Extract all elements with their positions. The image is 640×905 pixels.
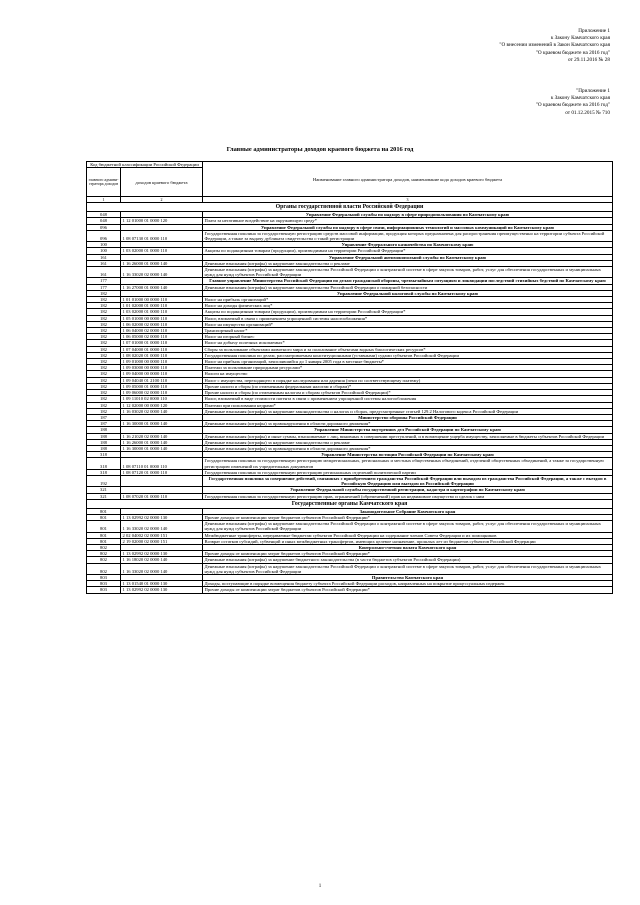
income-code-cell: 1 16 03020 02 0000 140 xyxy=(121,408,203,414)
appendix-line: от 29.11.2016 № 28 xyxy=(568,56,610,63)
income-code-cell: 1 09 06000 02 0000 110 xyxy=(121,390,203,396)
table-row xyxy=(87,267,613,278)
admin-code-cell: 802 xyxy=(87,551,121,557)
name-cell: Плата за негативное воздействие на окружающую среду* xyxy=(203,218,613,224)
income-code-cell: 1 16 33020 02 0000 140 xyxy=(121,563,203,574)
name-cell: Государственная пошлина за государственную регистрацию средств массовой информации, продукция которых предназначена для распространения преимущественно на территории субъекта Российской Федерации, а также за выдачу дубликата свидетельства о такой регистрации xyxy=(203,230,613,241)
admin-code-cell: 321 xyxy=(87,493,121,499)
income-code-cell: 1 16 26000 01 0000 140 xyxy=(121,260,203,266)
header-column-number: 2 xyxy=(121,197,203,203)
name-cell: Прочие налоги и сборы (по отмененным федеральным налогам и сборам)* xyxy=(203,383,613,389)
name-cell: Министерство обороны Российской Федерации xyxy=(203,414,613,420)
name-cell: Государственная пошлина за совершение действий, связанных с приобретением гражданства Российской Федерации или выходом из гражданства Российской Федерации, а также с въездом в Российскую Федерацию или выездом из Российской Федерации xyxy=(203,475,613,486)
header-column-number: 3 xyxy=(203,197,613,203)
name-cell: Налог с имущества, переходящего в порядке наследования или дарения (пени по соответствующему платежу) xyxy=(203,377,613,383)
admin-code-cell: 182 xyxy=(87,371,121,377)
admin-code-cell: 802 xyxy=(87,544,121,550)
name-cell: Акцизы по подакцизным товарам (продукции), производимым на территории Российской Федерации* xyxy=(203,248,613,254)
income-code-cell: 1 06 02000 02 0000 110 xyxy=(121,321,203,327)
income-code-cell: 1 13 01540 01 0000 130 xyxy=(121,581,203,587)
name-cell: Управление Федеральной налоговой службы по Камчатскому краю xyxy=(203,290,613,296)
admin-code-cell: 802 xyxy=(87,563,121,574)
income-code-cell: 1 05 01000 00 0000 110 xyxy=(121,315,203,321)
income-code-cell: 1 09 01000 00 0000 110 xyxy=(121,359,203,365)
name-cell: Денежные взыскания (штрафы) за нарушение законодательства Российской Федерации о пожарной безопасности xyxy=(203,284,613,290)
header-classification-code: Код бюджетной классификации Российской Федерации xyxy=(87,162,203,168)
name-cell: Денежные взыскания (штрафы) за нарушение законодательства Российской Федерации о контрактной системе в сфере закупок товаров, работ, услуг для обеспечения государственных и муниципальных нужд для нужд субъектов Российской Федерации xyxy=(203,521,613,532)
name-cell: Управление Министерства внутренних дел Российской Федерации по Камчатскому краю xyxy=(203,427,613,433)
income-code-cell: 1 13 02992 02 0000 130 xyxy=(121,587,203,593)
admin-code-cell: 802 xyxy=(87,557,121,563)
name-cell: Прочие доходы от компенсации затрат бюджетов субъектов Российской Федерации* xyxy=(203,551,613,557)
name-cell: Межбюджетные трансферты, передаваемые бюджетам субъектов Российской Федерации на содержание членов Совета Федерации и их помощников xyxy=(203,532,613,538)
admin-code-cell: 182 xyxy=(87,321,121,327)
header-name: Наименование главного администратора доходов, наименование кода доходов краевого бюджета xyxy=(203,162,613,197)
name-cell: Денежные взыскания (штрафы) за нарушение законодательства о рекламе xyxy=(203,260,613,266)
appendix-line: к Закону Камчатского края xyxy=(550,35,610,42)
admin-code-cell: 187 xyxy=(87,414,121,420)
appendix-line: Приложение 1 xyxy=(578,28,610,34)
income-code-cell xyxy=(121,475,203,486)
income-code-cell: 1 16 27000 01 0000 140 xyxy=(121,284,203,290)
income-code-cell: 1 01 02000 01 0000 110 xyxy=(121,303,203,309)
admin-code-cell: 048 xyxy=(87,218,121,224)
income-code-cell: 1 16 33020 02 0000 140 xyxy=(121,521,203,532)
name-cell: Прочие доходы от компенсации затрат бюджетов субъектов Российской Федерации* xyxy=(203,587,613,593)
admin-code-cell: 321 xyxy=(87,487,121,493)
income-code-cell: 1 12 01000 01 0000 120 xyxy=(121,218,203,224)
admin-code-cell: 801 xyxy=(87,538,121,544)
admin-code-cell: 100 xyxy=(87,248,121,254)
admin-code-cell: 161 xyxy=(87,267,121,278)
admin-code-cell: 192 xyxy=(87,475,121,486)
header-admin-code: главного админи-стратора доходов xyxy=(87,168,121,197)
admin-code-cell: 177 xyxy=(87,278,121,284)
appendix-line: от 01.12.2015 № 710 xyxy=(565,109,610,116)
name-cell: Главное управление Министерства Российской Федерации по делам гражданской обороны, чрезвычайным ситуациям и ликвидации последствий стихийных бедствий по Камчатскому краю xyxy=(203,278,613,284)
admin-code-cell: 188 xyxy=(87,445,121,451)
admin-code-cell: 182 xyxy=(87,303,121,309)
name-cell: Управление Федерального казначейства по Камчатскому краю xyxy=(203,242,613,248)
name-cell: Платежи при пользовании недрами* xyxy=(203,402,613,408)
income-code-cell: 1 09 04000 00 0000 110 xyxy=(121,371,203,377)
income-code-cell: 1 16 21020 02 0000 140 xyxy=(121,433,203,439)
admin-code-cell: 801 xyxy=(87,532,121,538)
admin-code-cell: 182 xyxy=(87,408,121,414)
name-cell: Прочие доходы от компенсации затрат бюджетов субъектов Российской Федерации* xyxy=(203,514,613,520)
income-code-cell: 1 09 05000 01 0000 110 xyxy=(121,383,203,389)
name-cell: Возврат остатков субсидий, субвенций и иных межбюджетных трансфертов, имеющих целевое назначение, прошлых лет из бюджетов субъектов Российской Федерации xyxy=(203,538,613,544)
section-row xyxy=(87,499,613,508)
admin-code-cell: 188 xyxy=(87,433,121,439)
income-code-cell: 1 08 02020 01 0000 110 xyxy=(121,352,203,358)
page-number: 1 xyxy=(318,884,322,889)
name-cell: Государственная пошлина по делам, рассматриваемым конституционными (уставными) судами субъектов Российской Федерации xyxy=(203,352,613,358)
name-cell: Транспортный налог* xyxy=(203,328,613,334)
admin-code-cell: 801 xyxy=(87,508,121,514)
name-cell: Государственная пошлина за государственную регистрацию региональных отделений политической партии xyxy=(203,469,613,475)
income-code-cell: 1 07 01000 01 0000 110 xyxy=(121,340,203,346)
income-code-cell: 1 09 03000 00 0000 110 xyxy=(121,365,203,371)
name-cell: Налоги на имущество xyxy=(203,371,613,377)
name-cell: Управление Федеральной службы государственной регистрации, кадастра и картографии по Камчатскому краю xyxy=(203,487,613,493)
admin-code-cell: 048 xyxy=(87,212,121,218)
name-cell: Налог на добычу полезных ископаемых* xyxy=(203,340,613,346)
name-cell: Государственная пошлина за государственную регистрацию прав, ограничений (обременений) прав на недвижимое имущество и сделок с ним xyxy=(203,493,613,499)
name-cell: Акцизы по подакцизным товарам (продукции), производимым на территории Российской Федерации* xyxy=(203,309,613,315)
table-body xyxy=(87,203,613,593)
appendix-note-new xyxy=(499,28,610,64)
admin-code-cell: 182 xyxy=(87,315,121,321)
admin-code-cell: 182 xyxy=(87,309,121,315)
income-code-cell: 1 16 18020 02 0000 140 xyxy=(121,557,203,563)
appendix-line: "О краевом бюджете на 2016 год" xyxy=(535,49,610,56)
admin-code-cell: 182 xyxy=(87,359,121,365)
appendix-line: "Приложение 1 xyxy=(576,88,610,94)
income-code-cell: 1 07 04000 01 0000 110 xyxy=(121,346,203,352)
table-row xyxy=(87,458,613,469)
admin-code-cell: 096 xyxy=(87,224,121,230)
name-cell: Контрольно-счетная палата Камчатского края xyxy=(203,544,613,550)
admin-code-cell: 187 xyxy=(87,421,121,427)
name-cell: Налог на имущество организаций* xyxy=(203,321,613,327)
header-income-code: доходов краевого бюджета xyxy=(121,168,203,197)
name-cell: Управление Федеральной службы по надзору в сфере связи, информационных технологий и массовых коммуникаций по Камчатскому краю xyxy=(203,224,613,230)
admin-code-cell: 318 xyxy=(87,469,121,475)
name-cell: Налог, взимаемый в виде стоимости патента в связи с применением упрощенной системы налогообложения xyxy=(203,396,613,402)
name-cell: Сборы за пользование объектами животного мира и за пользование объектами водных биологических ресурсов* xyxy=(203,346,613,352)
income-code-cell: 1 09 04040 01 2100 110 xyxy=(121,377,203,383)
name-cell: Денежные взыскания (штрафы) за правонарушения в области дорожного движения* xyxy=(203,421,613,427)
admin-code-cell: 803 xyxy=(87,581,121,587)
income-code-cell: 1 16 30000 01 0000 140 xyxy=(121,421,203,427)
income-code-cell: 1 03 02000 01 0000 110 xyxy=(121,248,203,254)
admin-code-cell: 182 xyxy=(87,290,121,296)
name-cell: Налог на прибыль организаций, зачислявшийся до 1 января 2005 года в местные бюджеты* xyxy=(203,359,613,365)
name-cell: Налог на игорный бизнес xyxy=(203,334,613,340)
header-column-number: 1 xyxy=(87,197,121,203)
appendix-note-original xyxy=(536,88,610,117)
income-code-cell: 1 13 02992 02 0000 130 xyxy=(121,514,203,520)
admin-code-cell: 801 xyxy=(87,514,121,520)
income-code-cell: 1 06 05000 02 0000 110 xyxy=(121,334,203,340)
income-code-cell: 1 01 01000 00 0000 110 xyxy=(121,297,203,303)
income-code-cell: 1 06 04000 02 0000 110 xyxy=(121,328,203,334)
name-cell: Государственная пошлина за государственную регистрацию межрегиональных, региональных и местных общественных объединений, отделений общественных объединений, а также за государственную регистрацию изменений их учредительных документов xyxy=(203,458,613,469)
name-cell: Налог на прибыль организаций* xyxy=(203,297,613,303)
table-row xyxy=(87,521,613,532)
name-cell: Денежные взыскания (штрафы) за правонарушения в области дорожного движения* xyxy=(203,445,613,451)
admin-code-cell: 161 xyxy=(87,260,121,266)
admin-code-cell: 161 xyxy=(87,254,121,260)
section-title: Государственные органы Камчатского края xyxy=(87,499,613,508)
document-title: Главные администраторы доходов краевого бюджета на 2016 год xyxy=(226,146,414,153)
income-code-cell: 1 08 07120 01 0000 110 xyxy=(121,469,203,475)
name-cell: Управление Министерства юстиции Российской Федерации по Камчатскому краю xyxy=(203,452,613,458)
admin-code-cell: 182 xyxy=(87,346,121,352)
admin-code-cell: 182 xyxy=(87,396,121,402)
administrator-row xyxy=(87,475,613,486)
name-cell: Управление Федеральной службы по надзору в сфере природопользования по Камчатскому краю xyxy=(203,212,613,218)
name-cell: Денежные взыскания (штрафы) и иные суммы, взыскиваемые с лиц, виновных в совершении преступлений, и в возмещение ущерба имуществу, зачисляемые в бюджеты субъектов Российской Федерации xyxy=(203,433,613,439)
admin-code-cell: 182 xyxy=(87,340,121,346)
name-cell: Налог на доходы физических лиц* xyxy=(203,303,613,309)
table-row xyxy=(87,538,613,544)
name-cell: Денежные взыскания (штрафы) за нарушение законодательства о рекламе xyxy=(203,439,613,445)
admin-code-cell: 182 xyxy=(87,352,121,358)
income-code-cell: 1 16 33020 02 0000 140 xyxy=(121,267,203,278)
admin-code-cell: 182 xyxy=(87,402,121,408)
table-row xyxy=(87,587,613,593)
admin-code-cell: 801 xyxy=(87,521,121,532)
appendix-line: "О внесении изменений в Закон Камчатского края xyxy=(499,42,610,49)
name-cell: Управление Федеральной антимонопольной службы по Камчатскому краю xyxy=(203,254,613,260)
income-code-cell: 1 08 07110 01 0000 110 xyxy=(121,458,203,469)
admin-code-cell: 182 xyxy=(87,334,121,340)
income-code-cell: 1 09 11010 02 0000 110 xyxy=(121,396,203,402)
admin-code-cell: 803 xyxy=(87,574,121,580)
income-code-cell: 1 12 02000 00 0000 120 xyxy=(121,402,203,408)
income-code-cell: 1 08 07020 01 0000 110 xyxy=(121,493,203,499)
name-cell: Законодательное Собрание Камчатского края xyxy=(203,508,613,514)
admin-code-cell: 182 xyxy=(87,365,121,371)
table-row xyxy=(87,433,613,439)
name-cell: Платежи за пользование природными ресурсами* xyxy=(203,365,613,371)
income-code-cell: 1 13 02992 02 0000 130 xyxy=(121,551,203,557)
admin-code-cell: 182 xyxy=(87,377,121,383)
income-code-cell: 2 02 04002 02 0000 151 xyxy=(121,532,203,538)
admin-code-cell: 182 xyxy=(87,390,121,396)
admin-code-cell: 100 xyxy=(87,242,121,248)
table-row xyxy=(87,563,613,574)
name-cell: Денежные взыскания (штрафы) за нарушение законодательства о налогах и сборах, предусмотренные статьей 129.2 Налогового кодекса Российской Федерации xyxy=(203,408,613,414)
name-cell: Налог, взимаемый в связи с применением упрощенной системы налогообложения* xyxy=(203,315,613,321)
admin-code-cell: 096 xyxy=(87,230,121,241)
table-row xyxy=(87,230,613,241)
admin-code-cell: 182 xyxy=(87,328,121,334)
name-cell: Денежные взыскания (штрафы) за нарушение законодательства Российской Федерации о контрактной системе в сфере закупок товаров, работ, услуг для обеспечения государственных и муниципальных нужд для нужд субъектов Российской Федерации xyxy=(203,267,613,278)
income-code-cell: 1 03 02000 01 0000 110 xyxy=(121,309,203,315)
admin-code-cell: 318 xyxy=(87,458,121,469)
appendix-line: к Закону Камчатского края xyxy=(550,95,610,102)
section-row xyxy=(87,203,613,212)
admin-code-cell: 182 xyxy=(87,297,121,303)
admin-code-cell: 803 xyxy=(87,587,121,593)
name-cell: Денежные взыскания (штрафы) за нарушение законодательства Российской Федерации о контрактной системе в сфере закупок товаров, работ, услуг для обеспечения государственных и муниципальных нужд для нужд субъектов Российской Федерации xyxy=(203,563,613,574)
admin-code-cell: 188 xyxy=(87,427,121,433)
appendix-line: "О краевом бюджете на 2016 год" xyxy=(535,102,610,109)
income-code-cell: 2 19 02000 02 0000 151 xyxy=(121,538,203,544)
name-cell: Правительство Камчатского края xyxy=(203,574,613,580)
income-code-cell: 1 08 07130 01 0000 110 xyxy=(121,230,203,241)
name-cell: Доходы, поступающие в порядке возмещения бюджету субъекта Российской Федерации расходов, направленных на покрытие процессуальных издержек xyxy=(203,581,613,587)
revenue-admins-table xyxy=(86,161,613,594)
admin-code-cell: 188 xyxy=(87,439,121,445)
name-cell: Денежные взыскания (штрафы) за нарушение бюджетного законодательства (в части бюджетов субъектов Российской Федерации) xyxy=(203,557,613,563)
income-code-cell: 1 16 26000 01 0000 140 xyxy=(121,439,203,445)
admin-code-cell: 318 xyxy=(87,452,121,458)
admin-code-cell: 182 xyxy=(87,383,121,389)
section-title: Органы государственной власти Российской Федерации xyxy=(87,203,613,212)
name-cell: Прочие налоги и сборы (по отмененным налогам и сборам субъектов Российской Федерации)* xyxy=(203,390,613,396)
income-code-cell: 1 16 30000 01 0000 140 xyxy=(121,445,203,451)
admin-code-cell: 177 xyxy=(87,284,121,290)
